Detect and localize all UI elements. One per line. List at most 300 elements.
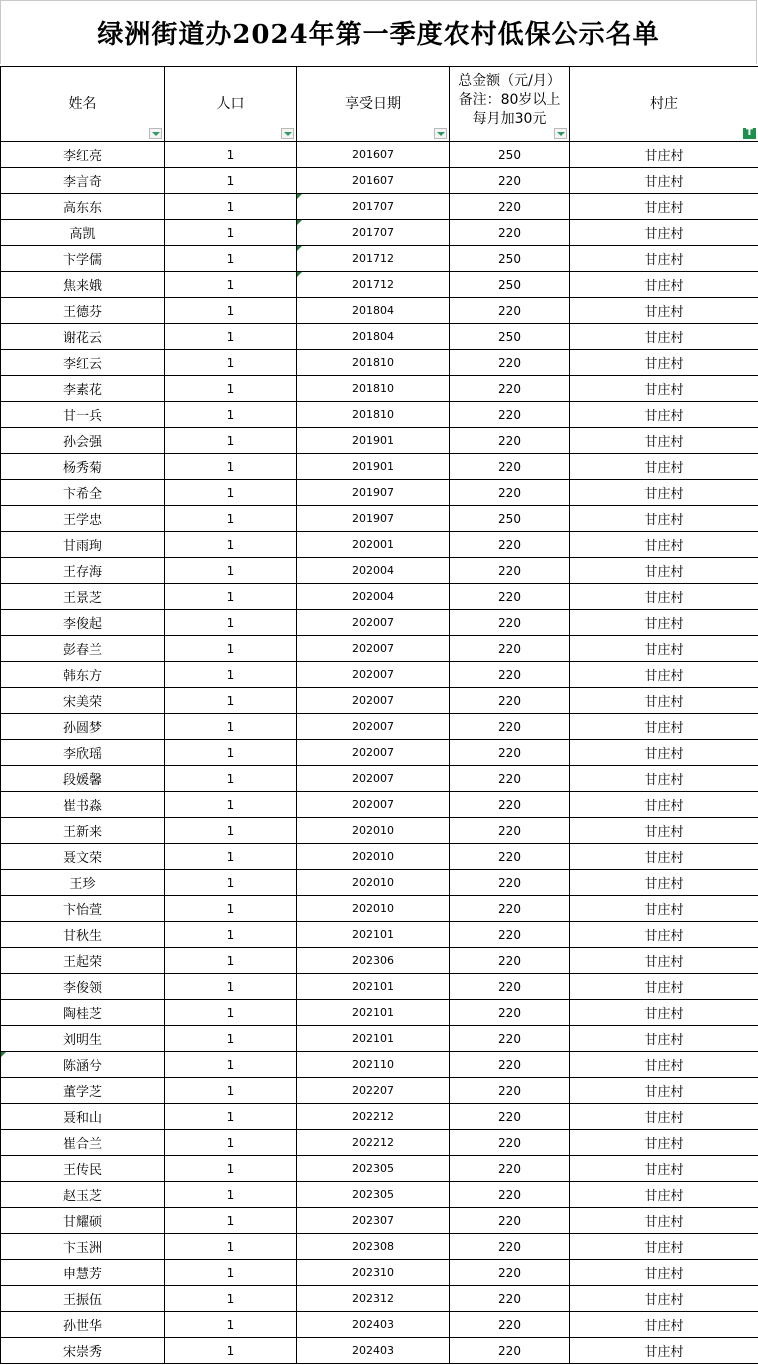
cell-village[interactable]: [570, 714, 758, 740]
cell-text: 220: [498, 537, 521, 552]
cell-amount[interactable]: [450, 142, 570, 168]
cell-name[interactable]: [1, 844, 165, 870]
cell-population[interactable]: [165, 870, 297, 896]
cell-name[interactable]: [1, 402, 165, 428]
cell-population[interactable]: [165, 428, 297, 454]
cell-village[interactable]: [570, 1182, 758, 1208]
cell-amount[interactable]: [450, 1338, 570, 1364]
cell-start-date[interactable]: [297, 896, 450, 922]
cell-text: 李素花: [62, 383, 102, 398]
cell-text: 1: [226, 693, 235, 708]
cell-start-date[interactable]: [297, 1312, 450, 1338]
cell-amount[interactable]: [450, 194, 570, 220]
cell-village[interactable]: [570, 142, 758, 168]
cell-text: 201810: [352, 382, 394, 395]
cell-population[interactable]: [165, 1312, 297, 1338]
header-village[interactable]: [570, 67, 758, 142]
cell-village[interactable]: [570, 610, 758, 636]
cell-population[interactable]: [165, 194, 297, 220]
cell-village[interactable]: [570, 662, 758, 688]
cell-amount[interactable]: [450, 428, 570, 454]
cell-village[interactable]: [570, 636, 758, 662]
cell-start-date[interactable]: [297, 636, 450, 662]
cell-text: 甘一兵: [62, 409, 102, 424]
cell-text: 220: [498, 173, 521, 188]
cell-population[interactable]: [165, 376, 297, 402]
cell-amount[interactable]: [450, 896, 570, 922]
cell-population[interactable]: [165, 246, 297, 272]
cell-start-date[interactable]: [297, 1052, 450, 1078]
cell-start-date[interactable]: [297, 688, 450, 714]
cell-start-date[interactable]: [297, 948, 450, 974]
cell-amount[interactable]: [450, 1312, 570, 1338]
cell-start-date[interactable]: [297, 1104, 450, 1130]
cell-village[interactable]: [570, 1078, 758, 1104]
cell-text: 202010: [352, 902, 394, 915]
cell-population[interactable]: [165, 1052, 297, 1078]
cell-start-date[interactable]: [297, 220, 450, 246]
cell-population[interactable]: [165, 272, 297, 298]
cell-population[interactable]: [165, 662, 297, 688]
cell-village[interactable]: [570, 1260, 758, 1286]
cell-amount[interactable]: [450, 1052, 570, 1078]
cell-text: 202110: [352, 1058, 394, 1071]
cell-amount[interactable]: [450, 1260, 570, 1286]
cell-population[interactable]: [165, 558, 297, 584]
cell-text: 220: [498, 1005, 521, 1020]
cell-amount[interactable]: [450, 1130, 570, 1156]
cell-text: 甘庄村: [644, 487, 684, 502]
cell-name[interactable]: [1, 246, 165, 272]
table-row: [1, 636, 758, 662]
cell-amount[interactable]: [450, 1208, 570, 1234]
cell-village[interactable]: [570, 688, 758, 714]
cell-amount[interactable]: [450, 688, 570, 714]
cell-text: 陈涵兮: [62, 1059, 102, 1074]
cell-name[interactable]: [1, 1130, 165, 1156]
cell-population[interactable]: [165, 1234, 297, 1260]
cell-village[interactable]: [570, 558, 758, 584]
cell-amount[interactable]: [450, 402, 570, 428]
cell-amount[interactable]: [450, 1026, 570, 1052]
cell-amount[interactable]: [450, 1234, 570, 1260]
cell-start-date[interactable]: [297, 1078, 450, 1104]
cell-amount[interactable]: [450, 922, 570, 948]
cell-text: 1: [226, 1135, 235, 1150]
cell-name[interactable]: [1, 1182, 165, 1208]
cell-amount[interactable]: [450, 272, 570, 298]
active-filter-icon[interactable]: [743, 128, 756, 139]
cell-village[interactable]: [570, 532, 758, 558]
cell-name[interactable]: [1, 298, 165, 324]
cell-village[interactable]: [570, 1338, 758, 1364]
cell-amount[interactable]: [450, 506, 570, 532]
cell-start-date[interactable]: [297, 1000, 450, 1026]
cell-start-date[interactable]: [297, 142, 450, 168]
cell-text: 220: [498, 1031, 521, 1046]
cell-start-date[interactable]: [297, 870, 450, 896]
cell-name[interactable]: [1, 766, 165, 792]
cell-name[interactable]: [1, 272, 165, 298]
cell-name[interactable]: [1, 1156, 165, 1182]
cell-population[interactable]: [165, 506, 297, 532]
cell-start-date[interactable]: [297, 1208, 450, 1234]
cell-village[interactable]: [570, 272, 758, 298]
cell-name[interactable]: [1, 662, 165, 688]
cell-start-date[interactable]: [297, 376, 450, 402]
cell-village[interactable]: [570, 870, 758, 896]
cell-start-date[interactable]: [297, 714, 450, 740]
cell-text: 202403: [352, 1344, 394, 1357]
cell-name[interactable]: [1, 1234, 165, 1260]
cell-village[interactable]: [570, 974, 758, 1000]
cell-amount[interactable]: [450, 1000, 570, 1026]
cell-text: 甘庄村: [644, 149, 684, 164]
cell-amount[interactable]: [450, 870, 570, 896]
cell-amount[interactable]: [450, 1104, 570, 1130]
cell-name[interactable]: [1, 740, 165, 766]
cell-start-date[interactable]: [297, 844, 450, 870]
cell-amount[interactable]: [450, 168, 570, 194]
cell-amount[interactable]: [450, 454, 570, 480]
cell-name[interactable]: [1, 1260, 165, 1286]
cell-text: 王新来: [62, 825, 102, 840]
cell-text: 甘庄村: [644, 357, 684, 372]
cell-amount[interactable]: [450, 1286, 570, 1312]
cell-text: 甘庄村: [644, 513, 684, 528]
cell-amount[interactable]: [450, 298, 570, 324]
cell-amount[interactable]: [450, 792, 570, 818]
cell-text: 220: [498, 563, 521, 578]
cell-population[interactable]: [165, 454, 297, 480]
cell-population[interactable]: [165, 298, 297, 324]
cell-text: 1: [226, 927, 235, 942]
cell-start-date[interactable]: [297, 428, 450, 454]
cell-name[interactable]: [1, 558, 165, 584]
cell-population[interactable]: [165, 818, 297, 844]
cell-population[interactable]: [165, 740, 297, 766]
green-triangle-marker-icon: [1, 1052, 6, 1057]
cell-start-date[interactable]: [297, 246, 450, 272]
cell-population[interactable]: [165, 1078, 297, 1104]
cell-text: 甘庄村: [644, 617, 684, 632]
cell-population[interactable]: [165, 324, 297, 350]
cell-start-date[interactable]: [297, 402, 450, 428]
cell-name[interactable]: [1, 714, 165, 740]
cell-population[interactable]: [165, 1182, 297, 1208]
cell-name[interactable]: [1, 350, 165, 376]
cell-amount[interactable]: [450, 324, 570, 350]
cell-start-date[interactable]: [297, 610, 450, 636]
cell-text: 1: [226, 797, 235, 812]
cell-text: 甘秋生: [62, 929, 102, 944]
cell-population[interactable]: [165, 220, 297, 246]
cell-amount[interactable]: [450, 740, 570, 766]
cell-village[interactable]: [570, 1104, 758, 1130]
cell-village[interactable]: [570, 740, 758, 766]
cell-start-date[interactable]: [297, 298, 450, 324]
cell-start-date[interactable]: [297, 558, 450, 584]
cell-population[interactable]: [165, 480, 297, 506]
cell-text: 220: [498, 615, 521, 630]
cell-population[interactable]: [165, 844, 297, 870]
cell-name[interactable]: [1, 922, 165, 948]
cell-village[interactable]: [570, 1156, 758, 1182]
header-label: 村庄: [650, 95, 678, 112]
table-row: [1, 168, 758, 194]
cell-text: 1: [226, 641, 235, 656]
cell-population[interactable]: [165, 792, 297, 818]
cell-village[interactable]: [570, 506, 758, 532]
cell-start-date[interactable]: [297, 1182, 450, 1208]
cell-start-date[interactable]: [297, 662, 450, 688]
cell-name[interactable]: [1, 792, 165, 818]
dropdown-filter-icon[interactable]: [149, 128, 162, 139]
cell-village[interactable]: [570, 454, 758, 480]
cell-start-date[interactable]: [297, 766, 450, 792]
cell-population[interactable]: [165, 688, 297, 714]
cell-name[interactable]: [1, 896, 165, 922]
cell-amount[interactable]: [450, 350, 570, 376]
cell-name[interactable]: [1, 636, 165, 662]
cell-text: 甘庄村: [644, 825, 684, 840]
cell-population[interactable]: [165, 1260, 297, 1286]
cell-village[interactable]: [570, 1000, 758, 1026]
cell-village[interactable]: [570, 1286, 758, 1312]
cell-name[interactable]: [1, 818, 165, 844]
cell-start-date[interactable]: [297, 168, 450, 194]
cell-population[interactable]: [165, 1156, 297, 1182]
cell-population[interactable]: [165, 766, 297, 792]
cell-village[interactable]: [570, 246, 758, 272]
header-population[interactable]: [165, 67, 297, 142]
cell-population[interactable]: [165, 142, 297, 168]
cell-amount[interactable]: [450, 584, 570, 610]
cell-start-date[interactable]: [297, 1260, 450, 1286]
cell-start-date[interactable]: [297, 792, 450, 818]
cell-population[interactable]: [165, 1338, 297, 1364]
cell-village[interactable]: [570, 298, 758, 324]
cell-name[interactable]: [1, 454, 165, 480]
cell-name[interactable]: [1, 948, 165, 974]
cell-village[interactable]: [570, 584, 758, 610]
cell-amount[interactable]: [450, 662, 570, 688]
cell-name[interactable]: [1, 1052, 165, 1078]
cell-population[interactable]: [165, 584, 297, 610]
header-name[interactable]: [1, 67, 165, 142]
cell-village[interactable]: [570, 896, 758, 922]
cell-name[interactable]: [1, 584, 165, 610]
cell-start-date[interactable]: [297, 532, 450, 558]
cell-start-date[interactable]: [297, 272, 450, 298]
cell-village[interactable]: [570, 168, 758, 194]
cell-amount[interactable]: [450, 1156, 570, 1182]
cell-amount[interactable]: [450, 714, 570, 740]
cell-village[interactable]: [570, 1052, 758, 1078]
cell-population[interactable]: [165, 532, 297, 558]
cell-start-date[interactable]: [297, 1234, 450, 1260]
cell-start-date[interactable]: [297, 1026, 450, 1052]
cell-population[interactable]: [165, 350, 297, 376]
cell-village[interactable]: [570, 402, 758, 428]
cell-text: 甘庄村: [644, 695, 684, 710]
cell-amount[interactable]: [450, 376, 570, 402]
cell-text: 甘庄村: [644, 461, 684, 476]
cell-village[interactable]: [570, 1234, 758, 1260]
cell-name[interactable]: [1, 532, 165, 558]
cell-population[interactable]: [165, 168, 297, 194]
cell-name[interactable]: [1, 610, 165, 636]
cell-text: 杨秀菊: [62, 461, 102, 476]
cell-amount[interactable]: [450, 844, 570, 870]
cell-population[interactable]: [165, 922, 297, 948]
cell-village[interactable]: [570, 818, 758, 844]
cell-start-date[interactable]: [297, 740, 450, 766]
cell-start-date[interactable]: [297, 350, 450, 376]
cell-name[interactable]: [1, 324, 165, 350]
cell-text: 1: [226, 1239, 235, 1254]
header-amount[interactable]: [450, 67, 570, 142]
cell-text: 甘庄村: [644, 851, 684, 866]
cell-name[interactable]: [1, 1104, 165, 1130]
cell-amount[interactable]: [450, 1078, 570, 1104]
cell-text: 甘庄村: [644, 227, 684, 242]
cell-start-date[interactable]: [297, 194, 450, 220]
cell-name[interactable]: [1, 1208, 165, 1234]
cell-start-date[interactable]: [297, 324, 450, 350]
cell-amount[interactable]: [450, 818, 570, 844]
cell-start-date[interactable]: [297, 454, 450, 480]
cell-population[interactable]: [165, 948, 297, 974]
cell-name[interactable]: [1, 1026, 165, 1052]
cell-name[interactable]: [1, 974, 165, 1000]
cell-amount[interactable]: [450, 220, 570, 246]
cell-name[interactable]: [1, 194, 165, 220]
cell-village[interactable]: [570, 376, 758, 402]
cell-name[interactable]: [1, 1000, 165, 1026]
cell-amount[interactable]: [450, 974, 570, 1000]
cell-population[interactable]: [165, 1000, 297, 1026]
cell-population[interactable]: [165, 896, 297, 922]
cell-text: 201907: [352, 486, 394, 499]
cell-start-date[interactable]: [297, 922, 450, 948]
cell-text: 202010: [352, 850, 394, 863]
cell-village[interactable]: [570, 194, 758, 220]
cell-text: 220: [498, 1291, 521, 1306]
cell-village[interactable]: [570, 844, 758, 870]
cell-village[interactable]: [570, 324, 758, 350]
cell-start-date[interactable]: [297, 1338, 450, 1364]
cell-population[interactable]: [165, 1286, 297, 1312]
cell-village[interactable]: [570, 1130, 758, 1156]
cell-name[interactable]: [1, 376, 165, 402]
cell-text: 220: [498, 1083, 521, 1098]
cell-text: 高东东: [62, 201, 102, 216]
cell-name[interactable]: [1, 480, 165, 506]
cell-start-date[interactable]: [297, 818, 450, 844]
cell-name[interactable]: [1, 1286, 165, 1312]
cell-amount[interactable]: [450, 1182, 570, 1208]
dropdown-filter-icon[interactable]: [554, 128, 567, 139]
cell-name[interactable]: [1, 168, 165, 194]
cell-amount[interactable]: [450, 610, 570, 636]
cell-village[interactable]: [570, 1312, 758, 1338]
cell-text: 202004: [352, 590, 394, 603]
cell-population[interactable]: [165, 974, 297, 1000]
cell-text: 刘明生: [62, 1033, 102, 1048]
dropdown-filter-icon[interactable]: [281, 128, 294, 139]
cell-population[interactable]: [165, 636, 297, 662]
cell-start-date[interactable]: [297, 506, 450, 532]
cell-population[interactable]: [165, 1026, 297, 1052]
table-row: [1, 532, 758, 558]
cell-population[interactable]: [165, 1208, 297, 1234]
cell-text: 申慧芳: [62, 1267, 102, 1282]
cell-village[interactable]: [570, 922, 758, 948]
cell-text: 250: [498, 277, 521, 292]
cell-start-date[interactable]: [297, 1286, 450, 1312]
cell-start-date[interactable]: [297, 584, 450, 610]
cell-amount[interactable]: [450, 246, 570, 272]
cell-village[interactable]: [570, 1208, 758, 1234]
cell-text: 220: [498, 303, 521, 318]
cell-population[interactable]: [165, 714, 297, 740]
cell-name[interactable]: [1, 1078, 165, 1104]
cell-population[interactable]: [165, 1104, 297, 1130]
cell-amount[interactable]: [450, 948, 570, 974]
cell-population[interactable]: [165, 1130, 297, 1156]
cell-village[interactable]: [570, 428, 758, 454]
cell-text: 1: [226, 667, 235, 682]
header-start-date[interactable]: [297, 67, 450, 142]
cell-village[interactable]: [570, 948, 758, 974]
cell-text: 甘庄村: [644, 1111, 684, 1126]
cell-text: 1: [226, 849, 235, 864]
cell-population[interactable]: [165, 402, 297, 428]
dropdown-filter-icon[interactable]: [434, 128, 447, 139]
cell-start-date[interactable]: [297, 480, 450, 506]
cell-village[interactable]: [570, 220, 758, 246]
cell-village[interactable]: [570, 792, 758, 818]
cell-name[interactable]: [1, 506, 165, 532]
cell-amount[interactable]: [450, 636, 570, 662]
cell-amount[interactable]: [450, 766, 570, 792]
cell-name[interactable]: [1, 220, 165, 246]
cell-name[interactable]: [1, 870, 165, 896]
cell-village[interactable]: [570, 480, 758, 506]
cell-amount[interactable]: [450, 532, 570, 558]
cell-population[interactable]: [165, 610, 297, 636]
cell-text: 250: [498, 329, 521, 344]
cell-start-date[interactable]: [297, 1130, 450, 1156]
cell-start-date[interactable]: [297, 1156, 450, 1182]
cell-village[interactable]: [570, 766, 758, 792]
cell-amount[interactable]: [450, 558, 570, 584]
cell-name[interactable]: [1, 428, 165, 454]
cell-text: 220: [498, 199, 521, 214]
cell-amount[interactable]: [450, 480, 570, 506]
cell-village[interactable]: [570, 350, 758, 376]
cell-name[interactable]: [1, 688, 165, 714]
cell-start-date[interactable]: [297, 974, 450, 1000]
cell-name[interactable]: [1, 1338, 165, 1364]
cell-village[interactable]: [570, 1026, 758, 1052]
cell-text: 220: [498, 1161, 521, 1176]
cell-name[interactable]: [1, 142, 165, 168]
cell-name[interactable]: [1, 1312, 165, 1338]
cell-text: 1: [226, 1291, 235, 1306]
cell-text: 202305: [352, 1188, 394, 1201]
